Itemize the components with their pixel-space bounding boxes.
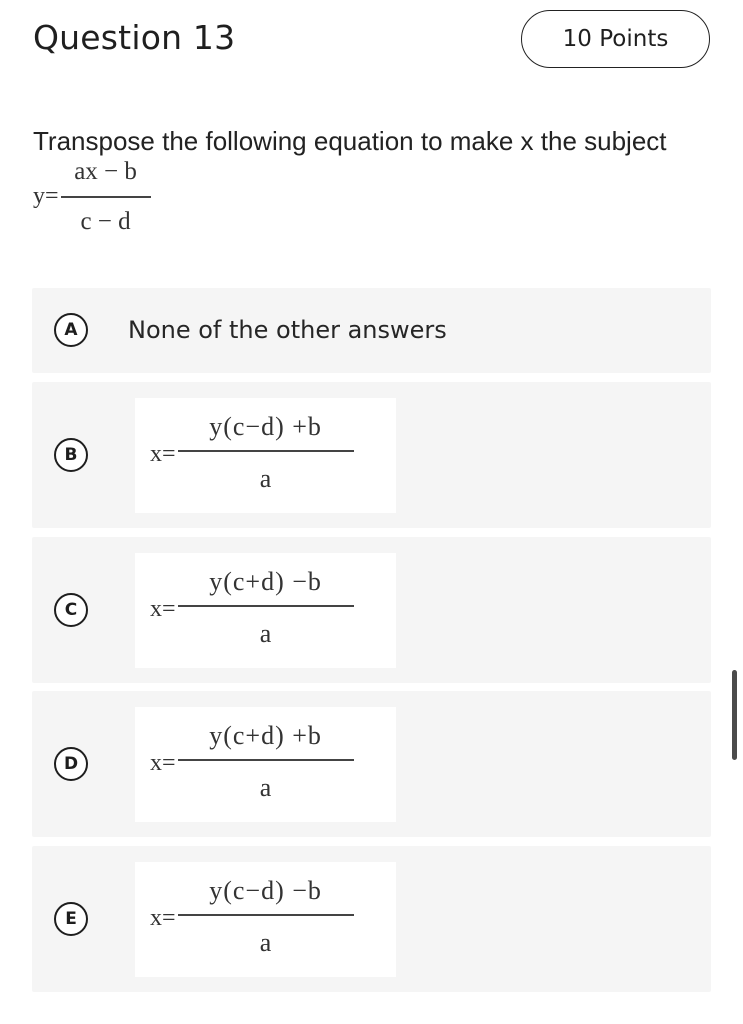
formula-denominator: a: [259, 463, 272, 493]
formula-lhs: x=: [150, 905, 176, 932]
option-letter-b: B: [54, 438, 88, 472]
option-letter-c: C: [54, 593, 88, 627]
option-formula-c: [135, 553, 396, 668]
formula-numerator: y(c+d) +b: [209, 721, 322, 750]
option-letter-d: D: [54, 747, 88, 781]
formula-denominator: a: [259, 927, 272, 957]
formula-numerator: y(c−d) +b: [209, 412, 322, 441]
equation-denominator: c − d: [80, 207, 131, 235]
answer-option-d[interactable]: [32, 691, 711, 837]
option-formula-e: [135, 862, 396, 977]
formula-denominator: a: [259, 772, 272, 802]
option-letter-e: E: [54, 902, 88, 936]
answer-option-e[interactable]: [32, 846, 711, 992]
answer-option-b[interactable]: [32, 382, 711, 528]
formula-lhs: x=: [150, 441, 176, 468]
answer-option-c[interactable]: [32, 537, 711, 683]
option-formula-d: [135, 707, 396, 822]
points-badge: 10 Points: [521, 10, 710, 68]
formula-numerator: y(c−d) −b: [209, 876, 322, 905]
option-letter-a: A: [54, 313, 88, 347]
formula-lhs: x=: [150, 596, 176, 623]
formula-denominator: a: [259, 618, 272, 648]
equation-fraction: [61, 158, 151, 236]
question-prompt: Transpose the following equation to make x the subject: [33, 126, 667, 156]
equation-numerator: ax − b: [74, 158, 137, 185]
answer-option-a[interactable]: [32, 288, 711, 373]
question-title: Question 13: [33, 18, 236, 57]
formula-lhs: x=: [150, 750, 176, 777]
option-formula-b: [135, 398, 396, 513]
equation-lhs: y=: [33, 183, 59, 210]
formula-numerator: y(c+d) −b: [209, 567, 322, 596]
vertical-scrollbar[interactable]: [732, 670, 737, 760]
option-text-a: None of the other answers: [128, 316, 447, 344]
question-equation: [33, 158, 151, 236]
